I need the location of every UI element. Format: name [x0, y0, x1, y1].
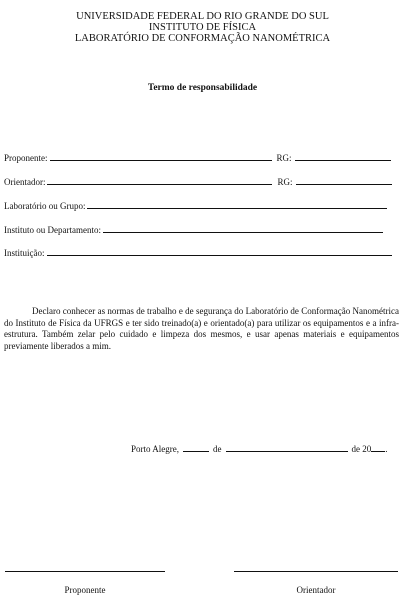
instituto-field[interactable] [103, 224, 383, 233]
proponente-name-field[interactable] [50, 152, 272, 161]
proponente-row [4, 152, 391, 163]
orientador-row [4, 176, 392, 187]
de-label-2: de 20 [351, 444, 372, 454]
instituicao-label: Instituição: [4, 248, 45, 258]
year-field[interactable] [371, 443, 388, 454]
declaration-paragraph: Declaro conhecer as normas de trabalho e de segurança do Laboratório de Conformação Nanométrica do Instituto de Física da UFRGS e ter sido treinado(a) e orientado(a) para utilizar os equipamentos e a infra-estrutura. Também zelar pelo cuidado e limpeza dos mesmos, e usar apenas materiais e equipamentos previamente liberados a mim. [4, 306, 399, 351]
proponente-rg-label: RG: [276, 153, 292, 163]
city-label: Porto Alegre, [131, 444, 179, 454]
orientador-rg-field[interactable] [296, 176, 392, 185]
de-label-1: de [213, 444, 222, 454]
orientador-rg-label: RG: [277, 177, 293, 187]
date-end: . [385, 444, 388, 454]
instituto-row [4, 224, 383, 235]
laboratorio-row [4, 200, 387, 211]
date-line [131, 443, 388, 454]
proponente-rg-field[interactable] [295, 152, 391, 161]
orientador-label: Orientador: [4, 177, 46, 187]
laboratorio-field[interactable] [87, 200, 387, 209]
orientador-signature-line[interactable] [234, 571, 398, 572]
instituicao-row [4, 247, 392, 258]
proponente-label: Proponente: [4, 153, 48, 163]
university-name: UNIVERSIDADE FEDERAL DO RIO GRANDE DO SUL [76, 11, 329, 22]
proponente-signature-label: Proponente [64, 585, 106, 595]
day-field[interactable] [183, 443, 209, 452]
laboratorio-label: Laboratório ou Grupo: [4, 201, 86, 211]
institute-name: INSTITUTO DE FÍSICA [148, 22, 257, 33]
orientador-signature-label: Orientador [296, 585, 336, 595]
document-title: Termo de responsabilidade [147, 83, 258, 93]
instituicao-field[interactable] [47, 247, 392, 256]
instituto-label: Instituto ou Departamento: [4, 225, 101, 235]
lab-name: LABORATÓRIO DE CONFORMAÇÃO NANOMÉTRICA [74, 33, 331, 44]
month-field[interactable] [226, 443, 348, 452]
orientador-name-field[interactable] [47, 176, 272, 185]
proponente-signature-line[interactable] [5, 571, 165, 572]
